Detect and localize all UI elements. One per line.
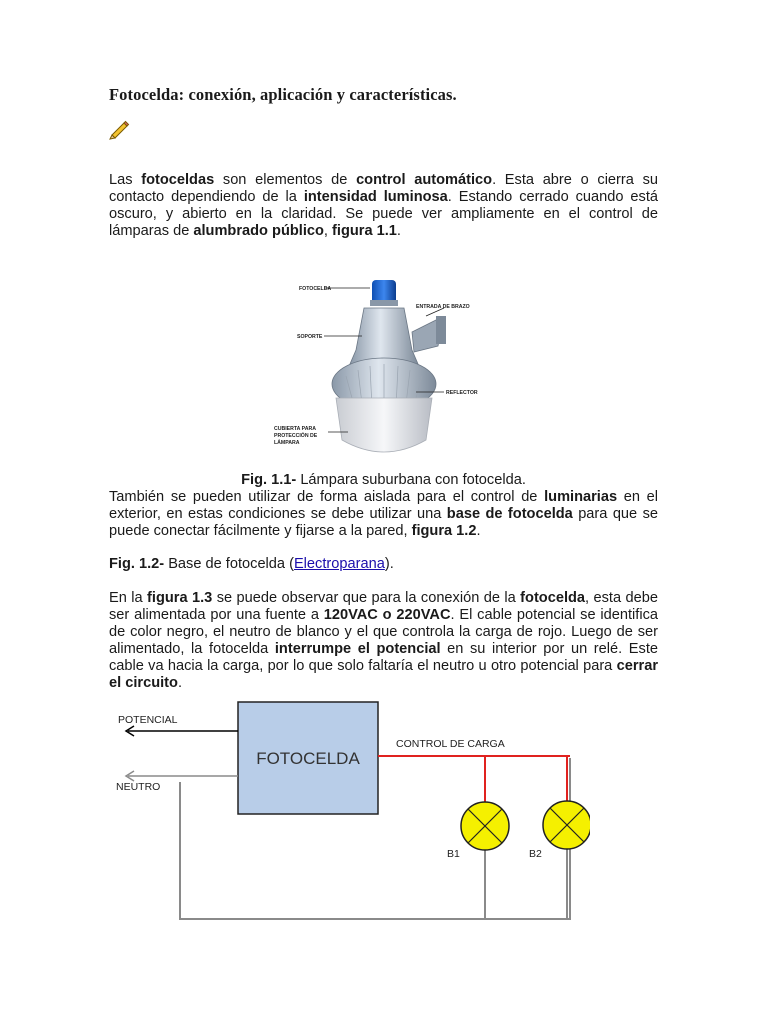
paragraph-luminarias: También se pueden utilizar de forma aislada para el control de luminarias en el exterior, en estas condiciones se debe utilizar una base de fotocelda para que se puede conectar fácilmente y fijarse a la pared, figura 1.2. [109,489,659,539]
electroparana-link[interactable]: Electroparana [293,556,385,572]
bulb-b1 [461,802,509,850]
fotocelda-box-label: FOTOCELDA [256,749,360,768]
figure-2-caption: Fig. 1.2- Base de fotocelda (Electroparana). [109,556,394,572]
label-cubierta-2: PROTECCIÓN DE [274,433,318,439]
paragraph-intro: Las fotoceldas son elementos de control automático. Esta abre o cierra su contacto dependiendo de la intensidad luminosa. Estando cerrado cuando está oscuro, y abierto en la claridad. Se puede ver ampliamente en el control de lámparas de alumbrado público, figura 1.1. [109,172,658,239]
bulb-b1-label: B1 [447,848,460,860]
label-cubierta-3: LÁMPARA [274,440,300,446]
paragraph-conexion: En la figura 1.3 se puede observar que para la conexión de la fotocelda, esta debe ser alimentada por una fuente a 120VAC o 220VAC. El cable potencial se identifica de color negro, el neutro de blanco y el que controla la carga de rojo. Luego de ser alimentado, la fotocelda interrumpe el potencial en su interior por un relé. Este cable va hacia la carga, por lo que solo faltaría el neutro u otro potencial para cerrar el circuito. [109,590,658,691]
label-soporte: SOPORTE [297,334,323,340]
page-title: Fotocelda: conexión, aplicación y características. [109,85,457,104]
label-cubierta-1: CUBIERTA PARA [274,426,316,432]
bulb-b2 [543,801,590,849]
label-reflector: REFLECTOR [446,390,478,396]
neutro-label: NEUTRO [116,781,161,793]
label-fotocelda: FOTOCELDA [299,286,332,292]
control-label: CONTROL DE CARGA [396,738,505,750]
figure-1-caption: Fig. 1.1- Lámpara suburbana con fotocelda. [241,472,526,488]
potencial-label: POTENCIAL [118,714,178,726]
figure-lamp-image [266,272,502,468]
label-entrada-brazo: ENTRADA DE BRAZO [416,304,470,310]
pencil-icon[interactable] [108,120,130,140]
bulb-b2-label: B2 [529,848,542,860]
circuit-diagram [110,698,590,924]
